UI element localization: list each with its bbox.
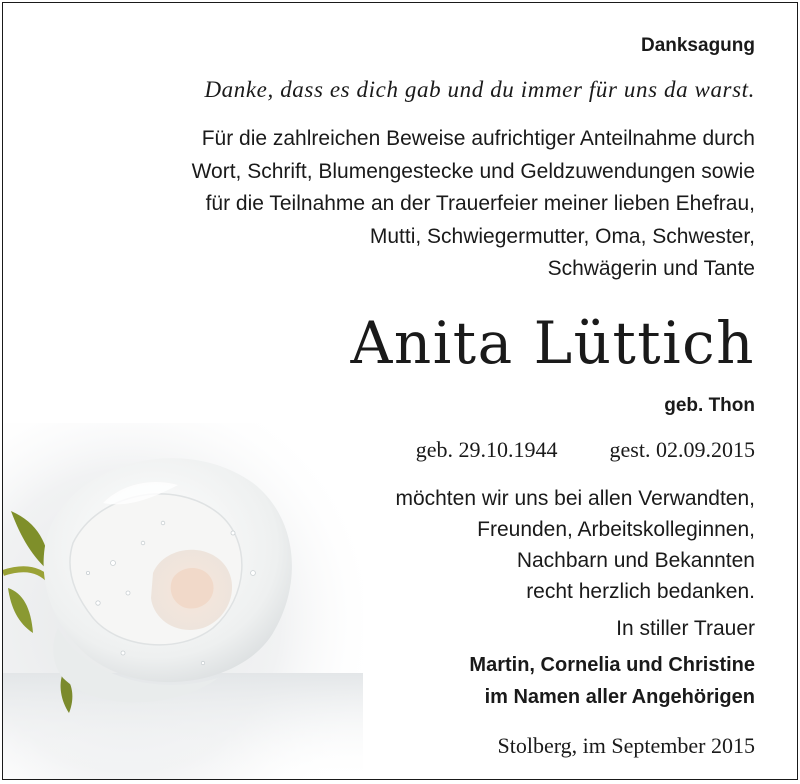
thanks-line: Wort, Schrift, Blumengestecke und Geldzuwendungen sowie [191, 159, 755, 183]
thanks-line: Mutti, Schwiegermutter, Oma, Schwester, [369, 224, 755, 248]
deceased-name: Anita Lüttich [350, 309, 755, 377]
place-date: Stolberg, im September 2015 [497, 733, 755, 758]
family-signature [469, 649, 755, 713]
thanks-line: Für die zahlreichen Beweise aufrichtiger Anteilnahme durch [201, 127, 755, 150]
obituary-notice [2, 2, 798, 780]
thanks-line: für die Teilnahme an der Trauerfeier meiner lieben Ehefrau, [205, 192, 755, 215]
message-line: Nachbarn und Bekannten [516, 549, 755, 572]
message-line: recht herzlich bedanken. [526, 580, 755, 603]
mourning-line: In stiller Trauer [616, 617, 755, 640]
white-rose-image [3, 423, 363, 780]
family-line: im Namen aller Angehörigen [484, 686, 755, 708]
family-line: Martin, Cornelia und Christine [469, 654, 755, 676]
life-dates [416, 437, 755, 463]
thanks-line: Schwägerin und Tante [547, 257, 755, 280]
birth-date: geb. 29.10.1944 [415, 437, 558, 462]
motto-line: Danke, dass es dich gab und du immer für uns da warst. [204, 77, 755, 102]
thanks-paragraph [192, 123, 755, 286]
notice-heading: Danksagung [640, 35, 755, 56]
message-line: möchten wir uns bei allen Verwandten, [395, 487, 755, 510]
maiden-name: geb. Thon [664, 395, 755, 416]
death-date: gest. 02.09.2015 [609, 437, 755, 462]
message-line: Freunden, Arbeitskolleginnen, [477, 518, 755, 541]
thanks-message [395, 483, 755, 607]
